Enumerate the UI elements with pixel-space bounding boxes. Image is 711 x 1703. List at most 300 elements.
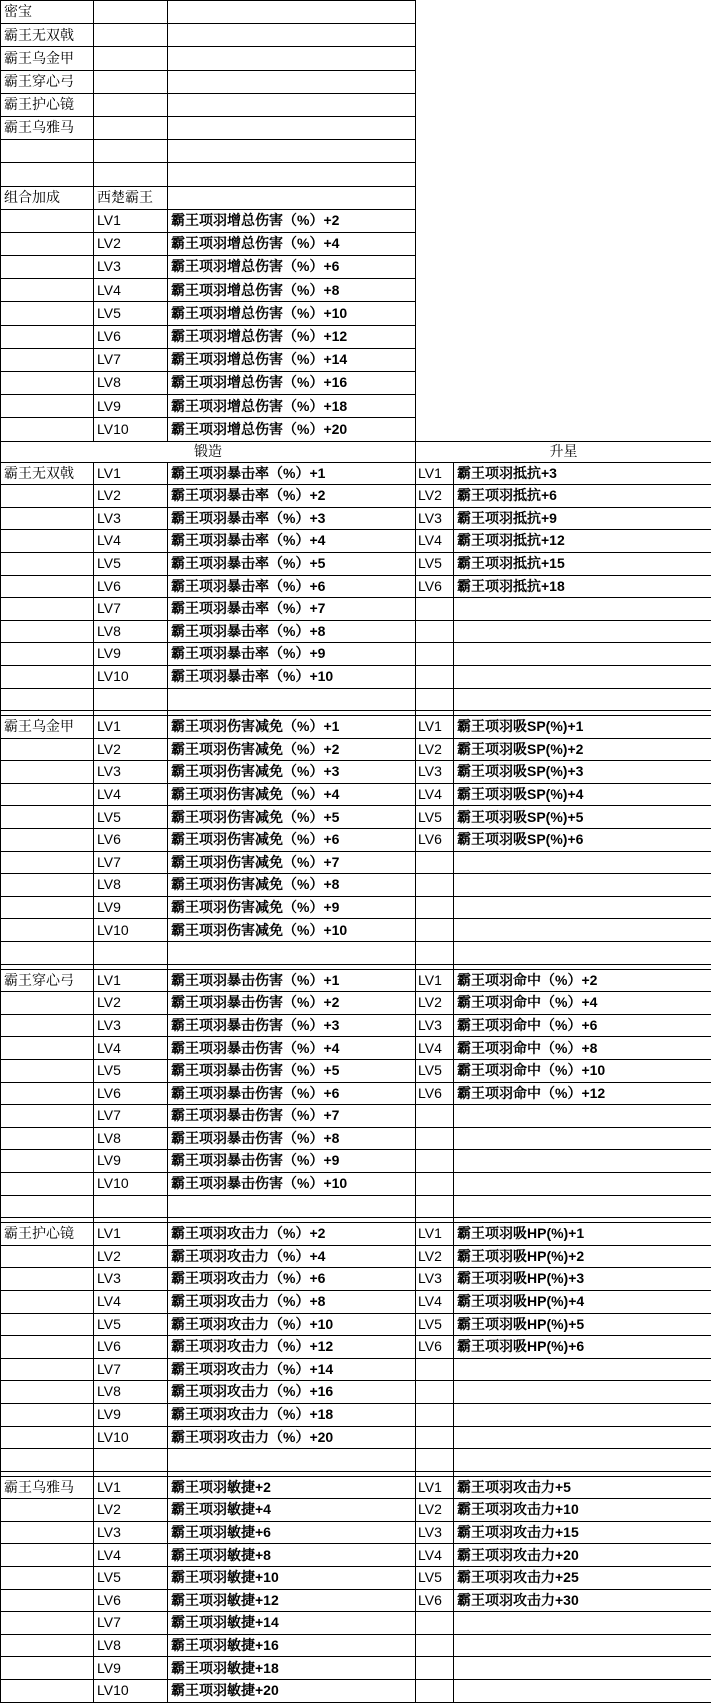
forge-effect-cell: 霸王项羽暴击率（%）+3 <box>168 507 416 530</box>
combo-level-cell: LV6 <box>94 325 168 348</box>
top-right-spacer <box>416 395 711 418</box>
star-level-cell <box>416 1105 454 1128</box>
star-effect-cell: 霸王项羽吸SP(%)+6 <box>454 829 711 852</box>
equip-level-row <box>1 1680 711 1703</box>
forge-level-cell: LV2 <box>94 485 168 508</box>
forge-effect-cell: 霸王项羽攻击力（%）+20 <box>168 1426 416 1449</box>
forge-level-cell: LV3 <box>94 507 168 530</box>
forge-effect-cell: 霸王项羽伤害减免（%）+2 <box>168 738 416 761</box>
combo-level-cell: LV2 <box>94 232 168 255</box>
star-level-cell <box>416 1172 454 1195</box>
forge-level-cell: LV10 <box>94 919 168 942</box>
star-level-cell <box>416 1680 454 1703</box>
equip-name-cell <box>1 874 94 897</box>
forge-effect-cell: 霸王项羽敏捷+20 <box>168 1680 416 1703</box>
equip-name-cell <box>1 1082 94 1105</box>
forge-level-cell: LV8 <box>94 1381 168 1404</box>
equip-name-cell <box>1 1245 94 1268</box>
equip-name-cell <box>1 1521 94 1544</box>
treasure-item-row <box>1 24 711 47</box>
forge-level-cell: LV7 <box>94 1358 168 1381</box>
equip-level-row <box>1 1358 711 1381</box>
equip-level-row <box>1 1127 711 1150</box>
star-level-cell: LV1 <box>416 1476 454 1499</box>
forge-effect-cell: 霸王项羽暴击伤害（%）+7 <box>168 1105 416 1128</box>
equip-name-cell <box>1 1612 94 1635</box>
empty-cell <box>168 1449 416 1472</box>
star-level-cell: LV3 <box>416 507 454 530</box>
equip-level-row <box>1 643 711 666</box>
combo-level-cell: LV10 <box>94 418 168 441</box>
star-effect-cell <box>454 643 711 666</box>
forge-effect-cell: 霸王项羽攻击力（%）+10 <box>168 1313 416 1336</box>
equip-level-row <box>1 552 711 575</box>
equip-name-cell <box>1 1426 94 1449</box>
equip-level-row <box>1 1544 711 1567</box>
equip-name-cell <box>1 552 94 575</box>
empty-cell <box>1 140 94 163</box>
combo-effect-cell: 霸王项羽增总伤害（%）+16 <box>168 372 416 395</box>
equip-level-row <box>1 1290 711 1313</box>
forge-level-cell: LV6 <box>94 829 168 852</box>
empty-cell <box>1 348 94 371</box>
star-effect-cell: 霸王项羽吸SP(%)+3 <box>454 761 711 784</box>
forge-effect-cell: 霸王项羽暴击率（%）+1 <box>168 462 416 485</box>
forge-level-cell: LV7 <box>94 598 168 621</box>
equip-level-row <box>1 851 711 874</box>
combo-effect-cell: 霸王项羽增总伤害（%）+4 <box>168 232 416 255</box>
equip-name-cell <box>1 507 94 530</box>
equip-name-cell <box>1 1680 94 1703</box>
star-effect-cell: 霸王项羽吸HP(%)+2 <box>454 1245 711 1268</box>
empty-cell <box>168 688 416 711</box>
equip-level-row <box>1 919 711 942</box>
star-effect-cell: 霸王项羽攻击力+5 <box>454 1476 711 1499</box>
star-effect-cell: 霸王项羽攻击力+10 <box>454 1499 711 1522</box>
star-effect-cell: 霸王项羽攻击力+15 <box>454 1521 711 1544</box>
equip-name-cell <box>1 1358 94 1381</box>
combo-level-cell: LV8 <box>94 372 168 395</box>
empty-cell <box>416 688 454 711</box>
forge-level-cell: LV10 <box>94 665 168 688</box>
star-effect-cell: 霸王项羽吸SP(%)+1 <box>454 716 711 739</box>
equip-level-row <box>1 575 711 598</box>
equip-level-row <box>1 1499 711 1522</box>
forge-effect-cell: 霸王项羽敏捷+6 <box>168 1521 416 1544</box>
star-effect-cell: 霸王项羽命中（%）+4 <box>454 992 711 1015</box>
star-level-cell <box>416 1634 454 1657</box>
treasure-header-row <box>1 1 711 24</box>
empty-cell <box>94 688 168 711</box>
empty-cell <box>1 1195 94 1218</box>
equip-name-cell <box>1 1313 94 1336</box>
star-level-cell: LV5 <box>416 1567 454 1590</box>
equip-level-row <box>1 1381 711 1404</box>
forge-level-cell: LV10 <box>94 1172 168 1195</box>
empty-cell <box>1 209 94 232</box>
forge-effect-cell: 霸王项羽攻击力（%）+18 <box>168 1403 416 1426</box>
equip-level-row <box>1 1172 711 1195</box>
forge-effect-cell: 霸王项羽伤害减免（%）+4 <box>168 783 416 806</box>
forge-effect-cell: 霸王项羽攻击力（%）+12 <box>168 1336 416 1359</box>
top-right-spacer <box>416 70 711 93</box>
equip-name-cell <box>1 1634 94 1657</box>
forge-effect-cell: 霸王项羽暴击率（%）+2 <box>168 485 416 508</box>
empty-cell <box>94 140 168 163</box>
star-level-cell: LV5 <box>416 552 454 575</box>
star-effect-cell: 霸王项羽吸HP(%)+1 <box>454 1223 711 1246</box>
forge-level-cell: LV5 <box>94 552 168 575</box>
empty-cell <box>168 942 416 965</box>
star-effect-cell <box>454 1403 711 1426</box>
top-right-spacer <box>416 47 711 70</box>
top-right-spacer <box>416 256 711 279</box>
treasure-item-name-cell: 霸王无双戟 <box>1 24 94 47</box>
empty-cell <box>1 942 94 965</box>
empty-cell <box>94 116 168 139</box>
top-right-spacer <box>416 116 711 139</box>
star-effect-cell <box>454 1680 711 1703</box>
equip-name-cell: 霸王乌雅马 <box>1 1476 94 1499</box>
equip-level-row <box>1 665 711 688</box>
forge-level-cell: LV9 <box>94 896 168 919</box>
star-level-cell: LV4 <box>416 1290 454 1313</box>
empty-cell <box>94 163 168 186</box>
star-effect-cell: 霸王项羽抵抗+15 <box>454 552 711 575</box>
equip-name-cell <box>1 738 94 761</box>
star-effect-cell: 霸王项羽抵抗+9 <box>454 507 711 530</box>
equip-name-cell <box>1 1403 94 1426</box>
forge-level-cell: LV9 <box>94 1657 168 1680</box>
forge-effect-cell: 霸王项羽暴击伤害（%）+9 <box>168 1150 416 1173</box>
forge-level-cell: LV3 <box>94 1521 168 1544</box>
star-effect-cell <box>454 851 711 874</box>
equip-name-cell <box>1 1336 94 1359</box>
forge-effect-cell: 霸王项羽暴击伤害（%）+8 <box>168 1127 416 1150</box>
combo-row <box>1 348 711 371</box>
star-effect-cell: 霸王项羽命中（%）+12 <box>454 1082 711 1105</box>
forge-effect-cell: 霸王项羽敏捷+10 <box>168 1567 416 1590</box>
star-level-cell <box>416 1381 454 1404</box>
forge-level-cell: LV3 <box>94 1014 168 1037</box>
forge-effect-cell: 霸王项羽暴击伤害（%）+4 <box>168 1037 416 1060</box>
combo-set-name-cell: 西楚霸王 <box>94 186 168 209</box>
forge-effect-cell: 霸王项羽暴击伤害（%）+10 <box>168 1172 416 1195</box>
top-right-spacer <box>416 186 711 209</box>
star-level-cell: LV2 <box>416 1245 454 1268</box>
star-level-cell <box>416 643 454 666</box>
star-level-cell <box>416 1358 454 1381</box>
empty-cell <box>168 140 416 163</box>
top-right-spacer <box>416 93 711 116</box>
combo-effect-cell: 霸王项羽增总伤害（%）+2 <box>168 209 416 232</box>
top-right-spacer <box>416 325 711 348</box>
combo-row <box>1 418 711 441</box>
equip-level-row <box>1 1268 711 1291</box>
star-level-cell: LV5 <box>416 1060 454 1083</box>
treasure-item-name-cell: 霸王乌金甲 <box>1 47 94 70</box>
equip-name-cell <box>1 1014 94 1037</box>
forge-level-cell: LV1 <box>94 716 168 739</box>
empty-cell <box>1 279 94 302</box>
equip-name-cell <box>1 896 94 919</box>
combo-level-cell: LV7 <box>94 348 168 371</box>
equip-level-row <box>1 1612 711 1635</box>
equip-name-cell <box>1 992 94 1015</box>
combo-effect-cell: 霸王项羽增总伤害（%）+8 <box>168 279 416 302</box>
gap-row <box>1 688 711 711</box>
empty-cell <box>454 688 711 711</box>
star-level-cell: LV3 <box>416 1521 454 1544</box>
treasure-item-row <box>1 116 711 139</box>
empty-cell <box>1 688 94 711</box>
equip-name-cell <box>1 1589 94 1612</box>
equip-name-cell <box>1 829 94 852</box>
equip-name-cell: 霸王无双戟 <box>1 462 94 485</box>
forge-level-cell: LV6 <box>94 1082 168 1105</box>
forge-effect-cell: 霸王项羽伤害减免（%）+7 <box>168 851 416 874</box>
forge-level-cell: LV5 <box>94 1567 168 1590</box>
forge-effect-cell: 霸王项羽暴击伤害（%）+1 <box>168 969 416 992</box>
star-effect-cell: 霸王项羽抵抗+6 <box>454 485 711 508</box>
equip-level-row <box>1 485 711 508</box>
star-effect-cell <box>454 1105 711 1128</box>
forge-effect-cell: 霸王项羽伤害减免（%）+10 <box>168 919 416 942</box>
forge-level-cell: LV10 <box>94 1426 168 1449</box>
equip-name-cell <box>1 1499 94 1522</box>
forge-level-cell: LV3 <box>94 761 168 784</box>
combo-row <box>1 256 711 279</box>
forge-effect-cell: 霸王项羽伤害减免（%）+5 <box>168 806 416 829</box>
forge-effect-cell: 霸王项羽暴击率（%）+5 <box>168 552 416 575</box>
equip-name-cell <box>1 1381 94 1404</box>
forge-level-cell: LV6 <box>94 575 168 598</box>
combo-effect-cell: 霸王项羽增总伤害（%）+10 <box>168 302 416 325</box>
empty-cell <box>454 942 711 965</box>
equip-name-cell <box>1 598 94 621</box>
forge-level-cell: LV1 <box>94 462 168 485</box>
star-level-cell <box>416 1403 454 1426</box>
forge-effect-cell: 霸王项羽暴击率（%）+7 <box>168 598 416 621</box>
star-effect-cell: 霸王项羽命中（%）+10 <box>454 1060 711 1083</box>
forge-level-cell: LV4 <box>94 1544 168 1567</box>
star-level-cell: LV2 <box>416 485 454 508</box>
star-effect-cell: 霸王项羽攻击力+30 <box>454 1589 711 1612</box>
star-effect-cell: 霸王项羽命中（%）+8 <box>454 1037 711 1060</box>
empty-cell <box>168 70 416 93</box>
empty-cell <box>94 1195 168 1218</box>
empty-cell <box>1 1449 94 1472</box>
forge-level-cell: LV9 <box>94 1403 168 1426</box>
star-effect-cell <box>454 1634 711 1657</box>
star-level-cell <box>416 598 454 621</box>
empty-cell <box>416 1195 454 1218</box>
equip-name-cell <box>1 806 94 829</box>
star-level-cell <box>416 665 454 688</box>
empty-cell <box>168 1195 416 1218</box>
star-level-cell: LV6 <box>416 1589 454 1612</box>
star-section-header-cell: 升星 <box>416 441 711 462</box>
empty-cell <box>168 47 416 70</box>
star-level-cell: LV2 <box>416 738 454 761</box>
forge-level-cell: LV2 <box>94 738 168 761</box>
star-effect-cell <box>454 1127 711 1150</box>
star-effect-cell: 霸王项羽抵抗+12 <box>454 530 711 553</box>
combo-row <box>1 372 711 395</box>
top-right-spacer <box>416 1 711 24</box>
top-right-spacer <box>416 140 711 163</box>
equip-level-row <box>1 1105 711 1128</box>
empty-cell <box>1 418 94 441</box>
equip-name-cell <box>1 1544 94 1567</box>
forge-effect-cell: 霸王项羽暴击率（%）+9 <box>168 643 416 666</box>
equip-level-row <box>1 1521 711 1544</box>
equip-level-row <box>1 462 711 485</box>
equip-level-row <box>1 738 711 761</box>
equip-level-row <box>1 783 711 806</box>
star-level-cell <box>416 1426 454 1449</box>
forge-effect-cell: 霸王项羽攻击力（%）+16 <box>168 1381 416 1404</box>
forge-effect-cell: 霸王项羽攻击力（%）+6 <box>168 1268 416 1291</box>
forge-level-cell: LV2 <box>94 1499 168 1522</box>
forge-effect-cell: 霸王项羽伤害减免（%）+1 <box>168 716 416 739</box>
forge-effect-cell: 霸王项羽敏捷+12 <box>168 1589 416 1612</box>
equip-name-cell <box>1 620 94 643</box>
combo-row <box>1 232 711 255</box>
equip-level-row <box>1 1313 711 1336</box>
star-level-cell: LV6 <box>416 1336 454 1359</box>
top-right-spacer <box>416 348 711 371</box>
combo-header-row <box>1 186 711 209</box>
equip-level-row <box>1 598 711 621</box>
equip-level-row <box>1 806 711 829</box>
equip-level-row <box>1 507 711 530</box>
empty-cell <box>168 186 416 209</box>
star-level-cell: LV4 <box>416 530 454 553</box>
top-right-spacer <box>416 232 711 255</box>
forge-effect-cell: 霸王项羽敏捷+18 <box>168 1657 416 1680</box>
equip-name-cell <box>1 1150 94 1173</box>
empty-row <box>1 163 711 186</box>
star-level-cell <box>416 874 454 897</box>
equip-name-cell <box>1 1172 94 1195</box>
star-level-cell: LV1 <box>416 462 454 485</box>
top-right-spacer <box>416 418 711 441</box>
top-right-spacer <box>416 279 711 302</box>
treasure-item-name-cell: 霸王乌雅马 <box>1 116 94 139</box>
forge-effect-cell: 霸王项羽暴击伤害（%）+2 <box>168 992 416 1015</box>
equip-level-row <box>1 829 711 852</box>
equip-name-cell <box>1 1268 94 1291</box>
top-right-spacer <box>416 24 711 47</box>
section-header-row <box>1 441 711 462</box>
star-level-cell <box>416 620 454 643</box>
combo-level-cell: LV1 <box>94 209 168 232</box>
equip-name-cell <box>1 761 94 784</box>
star-effect-cell: 霸王项羽攻击力+20 <box>454 1544 711 1567</box>
empty-cell <box>94 47 168 70</box>
forge-level-cell: LV7 <box>94 1612 168 1635</box>
gap-row <box>1 942 711 965</box>
empty-cell <box>168 24 416 47</box>
top-right-spacer <box>416 302 711 325</box>
star-effect-cell: 霸王项羽吸SP(%)+5 <box>454 806 711 829</box>
combo-label-cell: 组合加成 <box>1 186 94 209</box>
star-effect-cell: 霸王项羽吸HP(%)+6 <box>454 1336 711 1359</box>
star-level-cell: LV1 <box>416 1223 454 1246</box>
star-level-cell: LV4 <box>416 1544 454 1567</box>
equip-name-cell <box>1 1290 94 1313</box>
combo-row <box>1 279 711 302</box>
star-effect-cell <box>454 665 711 688</box>
star-effect-cell <box>454 1426 711 1449</box>
equip-name-cell <box>1 643 94 666</box>
empty-cell <box>1 232 94 255</box>
star-level-cell <box>416 1612 454 1635</box>
combo-effect-cell: 霸王项羽增总伤害（%）+20 <box>168 418 416 441</box>
equip-name-cell <box>1 851 94 874</box>
equip-level-row <box>1 992 711 1015</box>
forge-level-cell: LV2 <box>94 1245 168 1268</box>
gap-row <box>1 1195 711 1218</box>
star-level-cell: LV3 <box>416 1014 454 1037</box>
combo-level-cell: LV4 <box>94 279 168 302</box>
empty-cell <box>168 116 416 139</box>
equip-level-row <box>1 896 711 919</box>
equip-name-cell: 霸王穿心弓 <box>1 969 94 992</box>
equip-level-row <box>1 1403 711 1426</box>
empty-cell <box>416 942 454 965</box>
star-effect-cell <box>454 1657 711 1680</box>
star-effect-cell: 霸王项羽抵抗+3 <box>454 462 711 485</box>
empty-cell <box>454 1195 711 1218</box>
empty-cell <box>1 302 94 325</box>
star-effect-cell <box>454 874 711 897</box>
forge-level-cell: LV1 <box>94 1476 168 1499</box>
empty-cell <box>416 1449 454 1472</box>
forge-level-cell: LV10 <box>94 1680 168 1703</box>
star-effect-cell <box>454 598 711 621</box>
star-level-cell <box>416 1657 454 1680</box>
star-effect-cell <box>454 896 711 919</box>
equip-level-row <box>1 761 711 784</box>
empty-cell <box>94 70 168 93</box>
equip-level-row <box>1 530 711 553</box>
forge-level-cell: LV1 <box>94 969 168 992</box>
forge-effect-cell: 霸王项羽敏捷+16 <box>168 1634 416 1657</box>
star-level-cell: LV5 <box>416 806 454 829</box>
star-effect-cell: 霸王项羽吸HP(%)+5 <box>454 1313 711 1336</box>
star-effect-cell <box>454 919 711 942</box>
empty-cell <box>1 395 94 418</box>
equip-level-row <box>1 1567 711 1590</box>
star-effect-cell: 霸王项羽吸SP(%)+2 <box>454 738 711 761</box>
star-level-cell <box>416 919 454 942</box>
star-level-cell: LV6 <box>416 829 454 852</box>
forge-effect-cell: 霸王项羽攻击力（%）+2 <box>168 1223 416 1246</box>
star-effect-cell <box>454 620 711 643</box>
combo-row <box>1 325 711 348</box>
combo-level-cell: LV5 <box>94 302 168 325</box>
forge-level-cell: LV4 <box>94 530 168 553</box>
star-level-cell: LV1 <box>416 716 454 739</box>
equip-level-row <box>1 1037 711 1060</box>
equip-name-cell: 霸王护心镜 <box>1 1223 94 1246</box>
treasure-header-cell: 密宝 <box>1 1 94 24</box>
equip-name-cell <box>1 1105 94 1128</box>
forge-level-cell: LV6 <box>94 1589 168 1612</box>
forge-effect-cell: 霸王项羽敏捷+8 <box>168 1544 416 1567</box>
